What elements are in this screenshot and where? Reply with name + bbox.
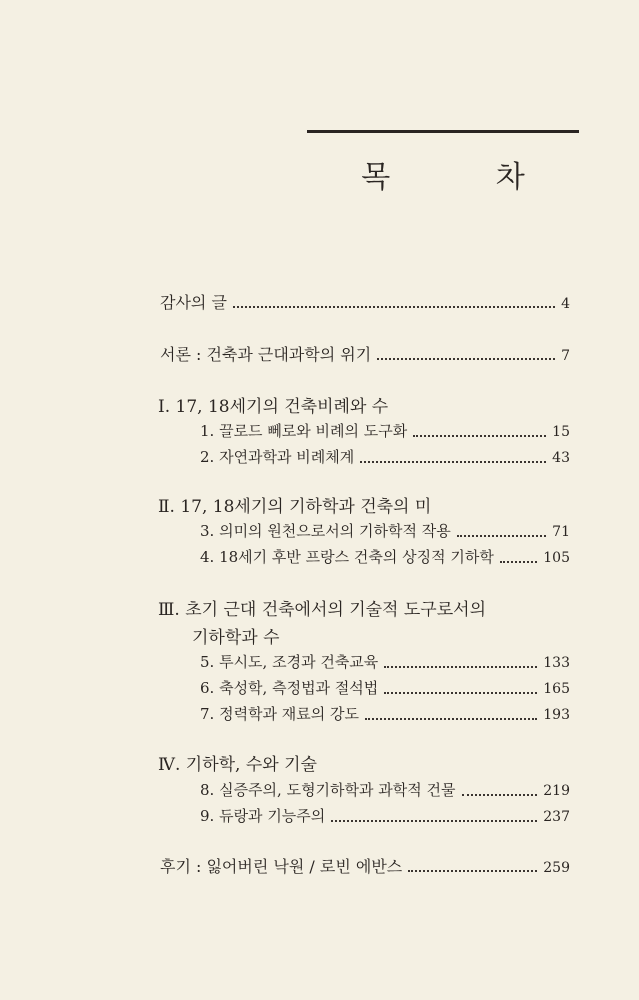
dot-leader bbox=[408, 870, 537, 872]
chapter-entry bbox=[200, 805, 570, 826]
toc-entry-label: 감사의 글 bbox=[160, 293, 227, 312]
chapter-label: 4. 18세기 후반 프랑스 건축의 상징적 기하학 bbox=[200, 548, 494, 566]
toc-entry-label: 후기 : 잃어버린 낙원 / 로빈 에반스 bbox=[160, 857, 403, 876]
chapter-label: 6. 축성학, 측정법과 절석법 bbox=[200, 679, 379, 697]
toc-entry-page: 4 bbox=[561, 296, 570, 312]
dot-leader bbox=[377, 358, 555, 360]
chapter-entry bbox=[200, 446, 570, 467]
toc-entry-label: 서론 : 건축과 근대과학의 위기 bbox=[160, 345, 372, 364]
part-heading: Ⅲ. 초기 근대 건축에서의 기술적 도구로서의 bbox=[158, 600, 486, 620]
chapter-label: 5. 투시도, 조경과 건축교육 bbox=[200, 653, 379, 671]
toc-entry-page: 7 bbox=[561, 348, 570, 364]
chapter-label: 3. 의미의 원천으로서의 기하학적 작용 bbox=[200, 522, 451, 540]
dot-leader bbox=[384, 692, 537, 694]
chapter-entry bbox=[200, 520, 570, 541]
chapter-label: 7. 정력학과 재료의 강도 bbox=[200, 705, 360, 723]
chapter-page: 165 bbox=[543, 681, 570, 697]
dot-leader bbox=[360, 461, 546, 463]
chapter-page: 219 bbox=[543, 783, 570, 799]
dot-leader bbox=[233, 306, 555, 308]
dot-leader bbox=[384, 666, 537, 668]
page-title: 목 차 bbox=[361, 160, 573, 195]
chapter-label: 2. 자연과학과 비례체계 bbox=[200, 448, 355, 466]
dot-leader bbox=[457, 535, 546, 537]
toc-entry-page: 259 bbox=[543, 860, 570, 876]
chapter-page: 237 bbox=[543, 809, 570, 825]
dot-leader bbox=[413, 435, 546, 437]
chapter-page: 15 bbox=[552, 424, 570, 440]
chapter-entry bbox=[200, 703, 570, 724]
chapter-entry bbox=[200, 546, 570, 567]
dot-leader bbox=[500, 561, 537, 563]
chapter-entry bbox=[200, 677, 570, 698]
chapter-label: 9. 듀랑과 기능주의 bbox=[200, 807, 326, 825]
chapter-page: 105 bbox=[543, 550, 570, 566]
chapter-page: 71 bbox=[552, 524, 570, 540]
chapter-entry bbox=[200, 420, 570, 441]
part-heading: Ⅳ. 기하학, 수와 기술 bbox=[158, 755, 317, 775]
chapter-label: 8. 실증주의, 도형기하학과 과학적 건물 bbox=[200, 781, 456, 799]
chapter-entry bbox=[200, 779, 570, 800]
dot-leader bbox=[365, 718, 537, 720]
toc-entry bbox=[160, 854, 570, 877]
toc-entry bbox=[160, 290, 570, 313]
part-heading-continued: 기하학과 수 bbox=[192, 628, 280, 648]
chapter-label: 1. 끌로드 뻬로와 비례의 도구화 bbox=[200, 422, 408, 440]
toc-entry bbox=[160, 342, 570, 365]
part-heading: Ⅱ. 17, 18세기의 기하학과 건축의 미 bbox=[158, 497, 432, 517]
part-heading: Ⅰ. 17, 18세기의 건축비례와 수 bbox=[158, 397, 389, 417]
chapter-page: 43 bbox=[552, 450, 570, 466]
title-rule bbox=[307, 130, 579, 133]
dot-leader bbox=[462, 794, 538, 796]
chapter-entry bbox=[200, 651, 570, 672]
chapter-page: 133 bbox=[543, 655, 570, 671]
chapter-page: 193 bbox=[543, 707, 570, 723]
dot-leader bbox=[331, 820, 537, 822]
